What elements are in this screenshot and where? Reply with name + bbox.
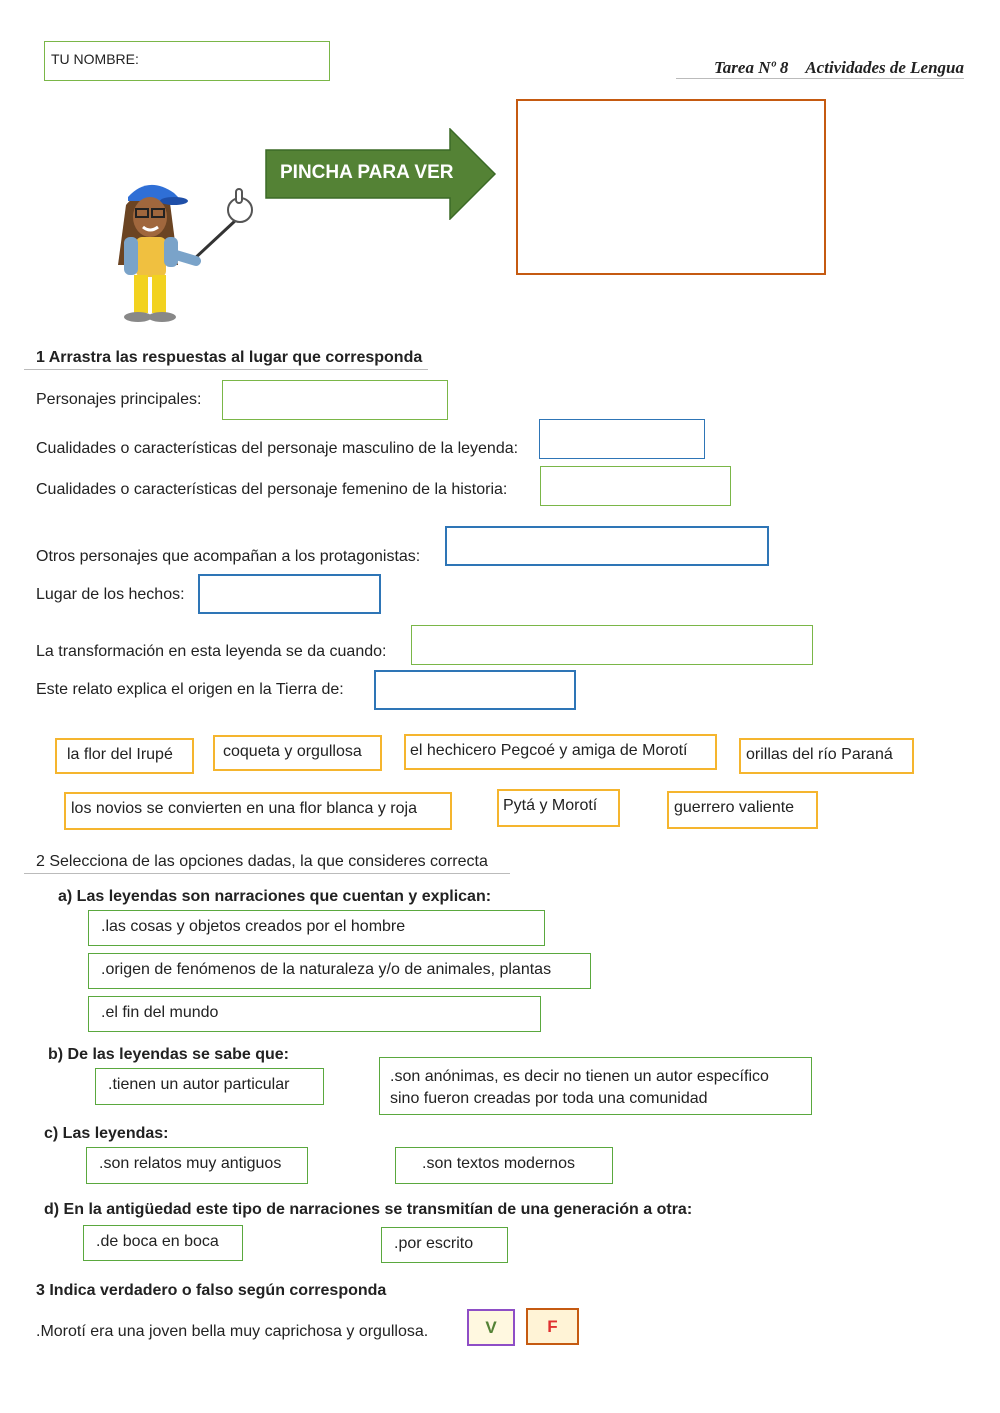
answer-parana-shore[interactable]: orillas del río Paraná xyxy=(739,738,914,774)
option-d-in-writing[interactable]: .por escrito xyxy=(381,1227,508,1263)
drop-zone-origin[interactable] xyxy=(374,670,576,710)
option-b-particular-author[interactable]: .tienen un autor particular xyxy=(95,1068,324,1105)
answer-coqueta-orgullosa[interactable]: coqueta y orgullosa xyxy=(213,735,382,771)
true-false-statement: .Morotí era una joven bella muy caprichosa y orgullosa. xyxy=(36,1323,429,1340)
true-label: V xyxy=(485,1317,497,1337)
answer-pyta-moroti[interactable]: Pytá y Morotí xyxy=(497,789,620,827)
arrow-label: PINCHA PARA VER xyxy=(280,162,454,183)
question-b: b) De las leyendas se sabe que: xyxy=(48,1046,289,1063)
question-d: d) En la antigüedad este tipo de narraciones se transmitían de una generación a otra: xyxy=(44,1201,693,1218)
question-a: a) Las leyendas son narraciones que cuentan y explican: xyxy=(58,888,492,905)
name-label: TU NOMBRE: xyxy=(51,51,139,67)
option-b-anonymous-line2: sino fueron creadas por toda una comunidad xyxy=(390,1090,708,1107)
section1-title: 1 Arrastra las respuestas al lugar que corresponda xyxy=(24,349,428,370)
section2-title xyxy=(24,853,510,874)
option-a-nature-origin[interactable]: .origen de fenómenos de la naturaleza y/o de animales, plantas xyxy=(88,953,591,989)
subject-title: Actividades de Lengua xyxy=(805,58,964,77)
option-b-anonymous[interactable] xyxy=(379,1057,812,1115)
row-female-qualities-label: Cualidades o características del personaje femenino de la historia: xyxy=(36,481,508,498)
option-c-modern[interactable]: .son textos modernos xyxy=(395,1147,613,1184)
row-transformation-label: La transformación en esta leyenda se da cuando: xyxy=(36,643,387,660)
drop-zone-transformation[interactable] xyxy=(411,625,813,665)
false-label: F xyxy=(547,1316,558,1336)
drop-zone-main-characters[interactable] xyxy=(222,380,448,420)
teacher-avatar-illustration xyxy=(98,175,258,325)
view-arrow-button[interactable] xyxy=(265,128,497,220)
answer-brave-warrior[interactable]: guerrero valiente xyxy=(667,791,818,829)
answer-irupe-flower[interactable]: la flor del Irupé xyxy=(55,738,194,774)
task-number: Tarea Nº 8 xyxy=(713,58,789,77)
drop-zone-place[interactable] xyxy=(198,574,381,614)
row-other-characters-label: Otros personajes que acompañan a los protagonistas: xyxy=(36,548,421,565)
option-b-anonymous-line1: .son anónimas, es decir no tienen un autor específico xyxy=(390,1068,769,1085)
drop-zone-female-qualities[interactable] xyxy=(540,466,731,506)
section2-title-text: 2 Selecciona de las opciones dadas, la que consideres correcta xyxy=(36,853,488,870)
row-male-qualities-label: Cualidades o características del personaje masculino de la leyenda: xyxy=(36,440,519,457)
option-a-end-of-world[interactable]: .el fin del mundo xyxy=(88,996,541,1032)
page-title xyxy=(676,58,964,79)
option-c-ancient[interactable]: .son relatos muy antiguos xyxy=(86,1147,308,1184)
true-button[interactable] xyxy=(467,1309,515,1346)
question-c: c) Las leyendas: xyxy=(44,1125,169,1142)
row-origin-label: Este relato explica el origen en la Tierra de: xyxy=(36,681,344,698)
option-a-objects[interactable]: .las cosas y objetos creados por el hombre xyxy=(88,910,545,946)
answer-pegcoe-friend[interactable]: el hechicero Pegcoé y amiga de Morotí xyxy=(404,734,717,770)
drop-zone-male-qualities[interactable] xyxy=(539,419,705,459)
row-place-label: Lugar de los hechos: xyxy=(36,586,185,603)
answer-lovers-transform[interactable]: los novios se convierten en una flor blanca y roja xyxy=(64,792,452,830)
option-d-word-of-mouth[interactable]: .de boca en boca xyxy=(83,1225,243,1261)
section3-title: 3 Indica verdadero o falso según corresponda xyxy=(36,1282,387,1299)
drop-zone-other-characters[interactable] xyxy=(445,526,769,566)
row-main-characters-label: Personajes principales: xyxy=(36,391,202,408)
false-button[interactable] xyxy=(526,1308,579,1345)
name-field[interactable] xyxy=(44,41,330,81)
video-frame[interactable] xyxy=(516,99,826,275)
